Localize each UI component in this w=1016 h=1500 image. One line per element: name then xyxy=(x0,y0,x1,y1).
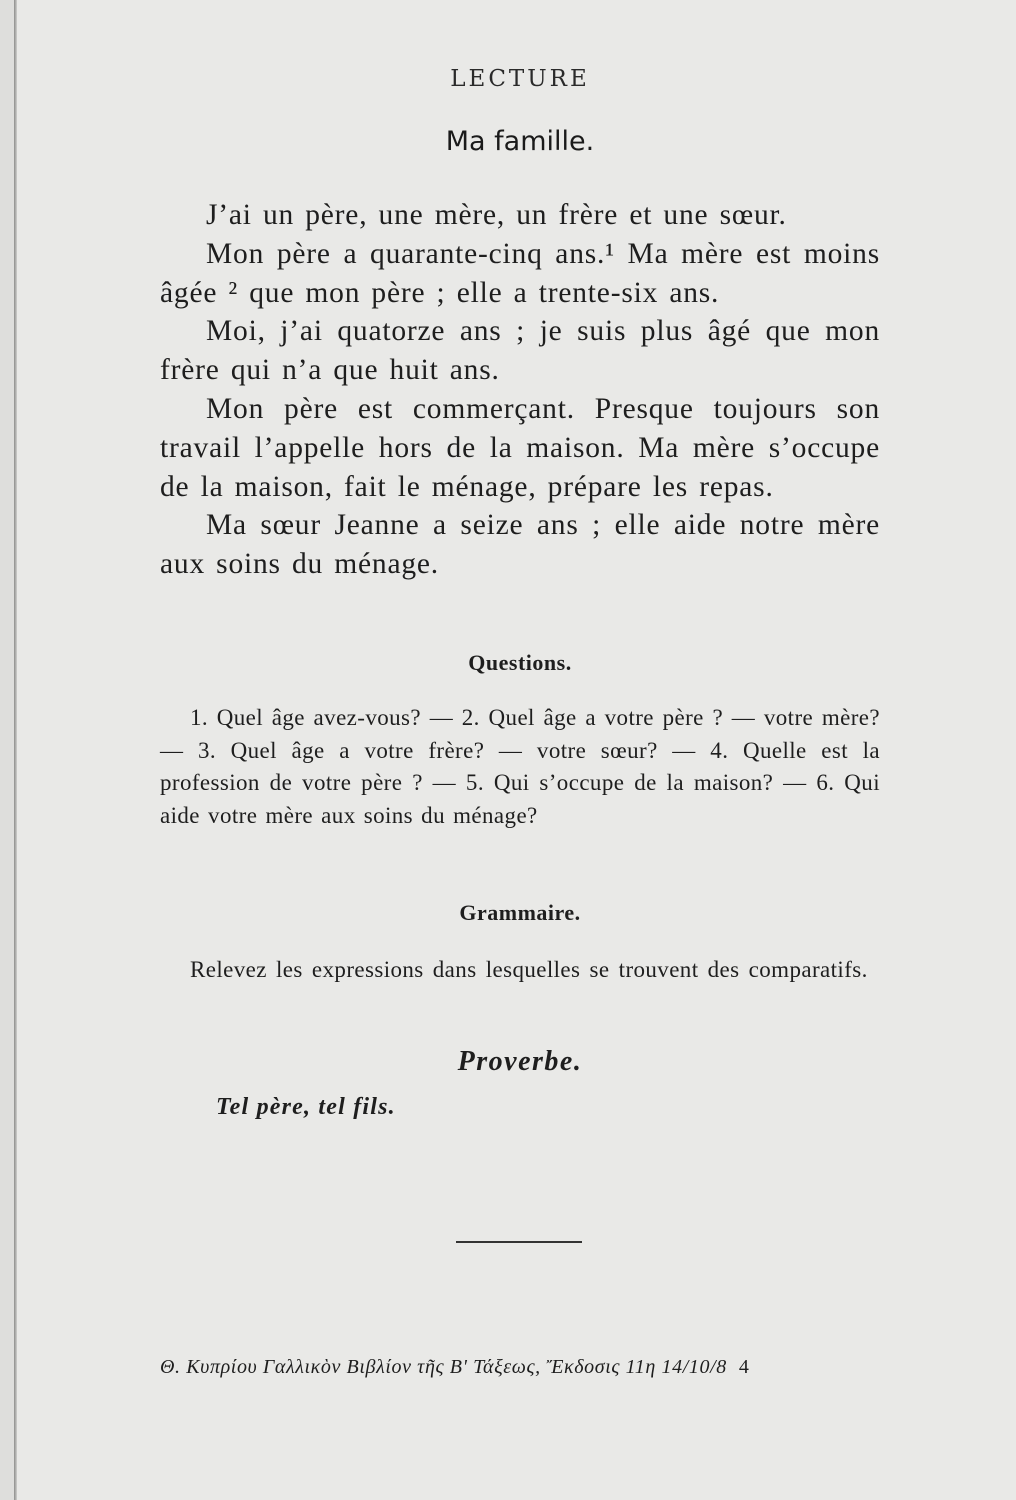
signature-number: 4 xyxy=(738,1356,750,1378)
proverb-heading: Proverbe. xyxy=(457,1046,583,1077)
printer-footer xyxy=(160,1356,890,1379)
reading-paragraph: J’ai un père, une mère, un frère et une sœur. xyxy=(206,199,787,231)
grammar-block xyxy=(160,954,880,987)
grammar-text: Relevez les expressions dans lesquelles se trouvent des comparatifs. xyxy=(190,957,868,982)
footer-text: Θ. Κυπρίου Γαλλικὸν Βιβλίον τῆς Β' Τάξεως, Ἔκδοσις 11η 14/10/8 xyxy=(160,1356,727,1378)
questions-block xyxy=(160,702,880,832)
proverb-text: Tel père, tel fils. xyxy=(216,1094,396,1120)
page-binding-edge xyxy=(14,0,17,1500)
section-label: LECTURE xyxy=(450,66,590,92)
reading-paragraph: Moi, j’ai quatorze ans ; je suis plus âgé que mon frère qui n’a que huit ans. xyxy=(160,315,880,387)
questions-text: 1. Quel âge avez-vous? — 2. Quel âge a votre père ? — votre mère? — 3. Quel âge a votre frère? — votre sœur? — 4. Quelle est la profession de votre père ? — 5. Qui s’occupe de la maison? — 6. Qui aide votre mère aux soins du ménage? xyxy=(160,705,880,828)
reading-paragraph: Ma sœur Jeanne a seize ans ; elle aide notre mère aux soins du ménage. xyxy=(160,509,880,581)
end-rule xyxy=(456,1241,582,1243)
reading-paragraph: Mon père est commerçant. Presque toujours son travail l’appelle hors de la maison. Ma mère s’occupe de la maison, fait le ménage, prépare les repas. xyxy=(160,392,880,503)
page-title: Ma famille. xyxy=(445,126,595,157)
reading-paragraph: Mon père a quarante-cinq ans.¹ Ma mère est moins âgée ² que mon père ; elle a trente-six ans. xyxy=(160,237,880,309)
page-shadow xyxy=(0,0,14,1500)
questions-heading: Questions. xyxy=(468,650,572,675)
grammar-heading: Grammaire. xyxy=(459,900,581,925)
reading-text xyxy=(160,196,880,584)
